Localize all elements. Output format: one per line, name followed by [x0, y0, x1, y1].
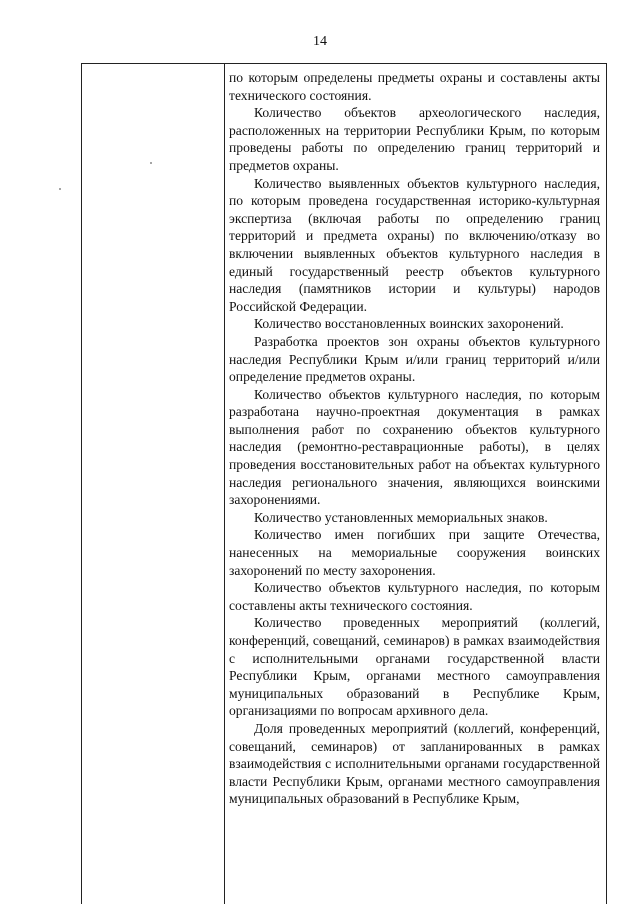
- paragraph: Доля проведенных мероприятий (коллегий, конференций, совещаний, семинаров) от запланированных в рамках взаимодействия с исполнительными органами государственной власти Республики Крым, органами местного самоуправления муниципальных образований в Республике Крым,: [229, 720, 600, 807]
- page-number: 14: [313, 34, 327, 49]
- scan-speck: [150, 162, 152, 164]
- paragraph-continuation: по которым определены предметы охраны и составлены акты технического состояния.: [229, 70, 600, 103]
- paragraph: Количество проведенных мероприятий (коллегий, конференций, совещаний, семинаров) в рамках взаимодействия с исполнительными органами государственной власти Республики Крым, органами местного самоуправления муниципальных образований в Республике Крым, организациями по вопросам архивного дела.: [229, 615, 600, 719]
- paragraph: Количество имен погибших при защите Отечества, нанесенных на мемориальные сооружения воинских захоронений по месту захоронения.: [229, 527, 600, 578]
- paragraph: Разработка проектов зон охраны объектов культурного наследия Республики Крым и/или границ территорий и/или определение предметов охраны.: [229, 333, 600, 385]
- paragraph: Количество объектов культурного наследия, по которым разработана научно-проектная документация в рамках выполнения работ по сохранению объектов культурного наследия (ремонтно-реставрационные работы), в целях проведения восстановительных работ на объектах культурного наследия регионального значения, являющихся воинскими захоронениями.: [229, 386, 600, 508]
- table-column-divider: [224, 63, 225, 904]
- paragraph: Количество восстановленных воинских захоронений.: [254, 316, 564, 332]
- text-column: [229, 69, 600, 808]
- paragraph: Количество объектов археологического наследия, расположенных на территории Республики Крым, по которым проведены работы по определению границ территорий и предметов охраны.: [229, 105, 600, 173]
- scan-speck: [59, 188, 61, 190]
- paragraph: Количество установленных мемориальных знаков.: [254, 509, 548, 525]
- paragraph: Количество объектов культурного наследия, по которым составлены акты технического состояния.: [229, 580, 600, 613]
- paragraph: Количество выявленных объектов культурного наследия, по которым проведена государственная историко-культурная экспертиза (включая работы по определению границ территорий и предмета охраны) по включению/отказу во включении выявленных объектов культурного наследия в единый государственный реестр объектов культурного наследия (памятников истории и культуры) народов Российской Федерации.: [229, 175, 600, 314]
